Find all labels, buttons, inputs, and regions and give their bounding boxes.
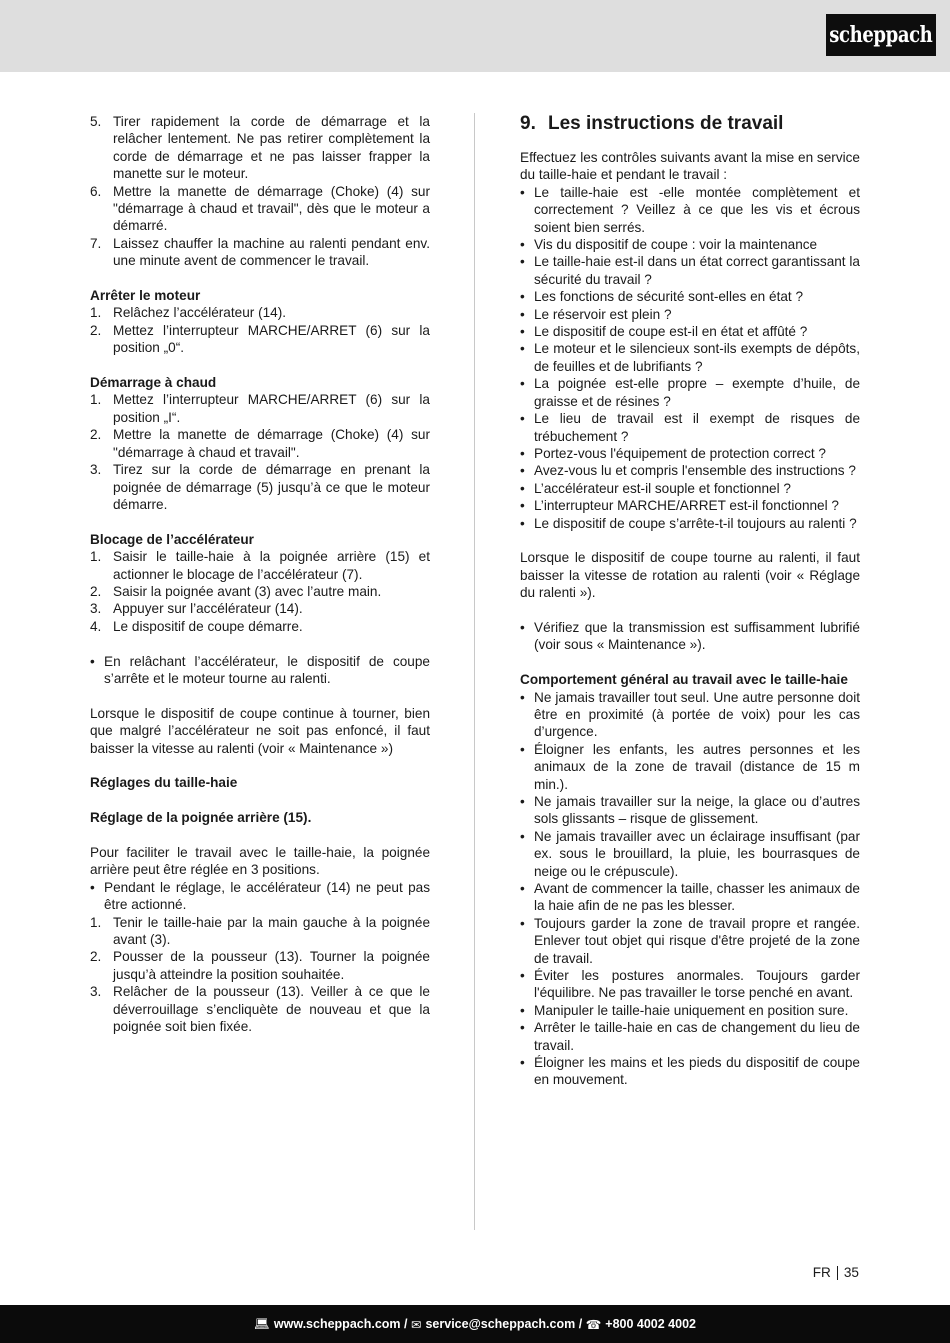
idle-paragraph: Lorsque le dispositif de coupe tourne au ralenti, il faut baisser la vitesse de rotation au ralenti (voir « Réglage du ralenti »).: [520, 550, 860, 601]
step-text: Mettez l’interrupteur MARCHE/ARRET (6) sur la position „0“.: [113, 322, 430, 356]
bullet-text: Le dispositif de coupe est-il en état et affûté ?: [534, 324, 808, 340]
bullet-item: [520, 288, 860, 305]
numbered-step: [90, 235, 430, 270]
settings-heading: Réglages du taille-haie: [90, 775, 238, 791]
scheppach-logo: scheppach: [826, 14, 936, 56]
bullet-text: Éloigner les enfants, les autres personnes et les animaux de la zone de travail (distance de 15 m min.).: [534, 741, 860, 792]
footer-phone: +800 4002 4002: [605, 1317, 696, 1331]
step-text: Tenir le taille-haie par la main gauche à la poignée avant (3).: [113, 914, 430, 947]
bullet-item: [520, 515, 860, 532]
bullet-marker: •: [520, 881, 525, 897]
bullet-item: [520, 410, 860, 445]
bullet-marker: •: [520, 480, 525, 496]
bullet-item: [520, 323, 860, 340]
section-number: 9.: [520, 113, 536, 134]
numbered-step: [90, 583, 430, 600]
bullet-item: [520, 253, 860, 288]
bullet-text: Éloigner les mains et les pieds du dispositif de coupe en mouvement.: [534, 1055, 860, 1088]
footer-separator-1: /: [404, 1317, 408, 1331]
numbered-step: [90, 983, 430, 1035]
behavior-list: [520, 689, 860, 1089]
bullet-marker: •: [520, 1020, 525, 1036]
bullet-item: [520, 340, 860, 375]
bullet-text: Le moteur et le silencieux sont-ils exempts de dépôts, de feuilles et de lubrifiants ?: [534, 341, 860, 374]
bullet-text: Le réservoir est plein ?: [534, 306, 672, 322]
rear-handle-heading: Réglage de la poignée arrière (15).: [90, 810, 312, 826]
throttle-release-bullet: • En relâchant l’accélérateur, le dispositif de coupe s’arrête et le moteur tourne au ralenti.: [90, 653, 430, 686]
numbered-step: [90, 322, 430, 357]
bullet-text: Le taille-haie est -elle montée complètement et correctement ? Veillez à ce que les vis et écrous soient bien serrés.: [534, 184, 860, 235]
checks-list: [520, 184, 860, 532]
stop-engine-heading: Arrêter le moteur: [90, 288, 201, 304]
bullet-text: Éviter les postures anormales. Toujours garder l'équilibre. Ne pas travailler le torse penché en avant.: [534, 968, 860, 1001]
step-number: 6.: [90, 183, 102, 199]
bullet-text: Avez-vous lu et compris l'ensemble des instructions ?: [534, 463, 856, 479]
bullet-text: L’accélérateur est-il souple et fonctionnel ?: [534, 480, 791, 496]
step-text: Laissez chauffer la machine au ralenti pendant env. une minute avent de commencer le travail.: [113, 235, 430, 269]
checks-intro: Effectuez les contrôles suivants avant la mise en service du taille-haie et pendant le travail :: [520, 150, 860, 183]
bullet-text: Le taille-haie est-il dans un état correct garantissant la sécurité du travail ?: [534, 254, 860, 287]
bullet-text: Arrêter le taille-haie en cas de changement du lieu de travail.: [534, 1020, 860, 1053]
warm-start-steps-list: [90, 391, 430, 513]
step-text: Saisir le taille-haie à la poignée arrière (15) et actionner le blocage de l’accélérateur (7).: [113, 549, 430, 582]
bullet-item: [520, 967, 860, 1002]
page-language: FR: [812, 1265, 831, 1280]
numbered-step: [90, 548, 430, 583]
step-text: Le dispositif de coupe démarre.: [113, 618, 303, 634]
bullet-marker: •: [520, 515, 525, 531]
bullet-marker: •: [520, 915, 525, 931]
start-steps-list: [90, 113, 430, 270]
numbered-step: [90, 426, 430, 461]
bullet-text: Ne jamais travailler sur la neige, la glace ou d’autres sols glissants – risque de glissement.: [534, 793, 860, 827]
bullet-item: [520, 236, 860, 253]
numbered-step: [90, 183, 430, 235]
bullet-marker: •: [520, 254, 525, 270]
numbered-step: [90, 113, 430, 183]
bullet-text: Vis du dispositif de coupe : voir la maintenance: [534, 237, 818, 253]
bullet-marker: •: [520, 1055, 525, 1071]
footer-website[interactable]: www.scheppach.com: [273, 1317, 401, 1331]
step-number: 3.: [90, 601, 102, 617]
lubrication-bullet: • Vérifiez que la transmission est suffisamment lubrifié (voir sous « Maintenance »).: [520, 619, 860, 653]
step-number: 2.: [90, 322, 102, 338]
footer-separator-2: /: [578, 1317, 583, 1331]
bullet-item: [520, 793, 860, 828]
page-number-separator: [837, 1266, 838, 1280]
step-text: Mettre la manette de démarrage (Choke) (4) sur "démarrage à chaud et travail", dès que le moteur a démarré.: [113, 183, 430, 234]
step-text: Tirer rapidement la corde de démarrage et la relâcher lentement. Ne pas retirer complètement la corde de démarrage et ne pas laisser frapper la manette sur le moteur.: [113, 114, 430, 182]
bullet-marker: •: [520, 828, 525, 844]
bullet-marker: •: [520, 411, 525, 427]
numbered-step: [90, 304, 430, 321]
bullet-item: [520, 306, 860, 323]
bullet-text: Le dispositif de coupe s’arrête-t-il toujours au ralenti ?: [534, 515, 857, 531]
throttle-lock-steps-list: [90, 548, 430, 635]
bullet-marker: •: [520, 793, 525, 809]
bullet-item: [520, 445, 860, 462]
bullet-marker: •: [520, 689, 525, 705]
section-title-text: Les instructions de travail: [548, 113, 784, 134]
page-number: [813, 1265, 859, 1280]
step-number: 1.: [90, 549, 102, 565]
left-column: [90, 113, 430, 1035]
bullet-marker: •: [520, 376, 525, 392]
numbered-step: [90, 600, 430, 617]
step-number: 1.: [90, 305, 102, 321]
bullet-marker: •: [520, 1002, 525, 1018]
rear-handle-steps-list: [90, 914, 430, 1036]
right-column: [520, 113, 860, 1089]
bullet-marker: •: [520, 184, 525, 200]
step-text: Mettre la manette de démarrage (Choke) (4) sur "démarrage à chaud et travail".: [113, 427, 430, 460]
bullet-item: [520, 915, 860, 967]
cutter-continues-paragraph: Lorsque le dispositif de coupe continue à tourner, bien que malgré l’accélérateur ne soit pas enfoncé, il faut baisser la vitesse au ralenti (voir « Maintenance »): [90, 705, 430, 756]
bullet-item: [520, 689, 860, 741]
rear-handle-bullet: • Pendant le réglage, le accélérateur (14) ne peut pas être actionné.: [90, 879, 430, 913]
bullet-text: La poignée est-elle propre – exempte d’huile, de graisse et de résines ?: [534, 376, 860, 409]
bullet-item: [520, 375, 860, 410]
bullet-item: [520, 1002, 860, 1019]
behavior-heading: Comportement général au travail avec le taille-haie: [520, 672, 848, 688]
step-number: 4.: [90, 618, 102, 634]
footer-email[interactable]: service@scheppach.com: [425, 1317, 576, 1331]
email-icon: ✉︎: [410, 1317, 422, 1332]
bullet-item: [520, 184, 860, 236]
bullet-item: [520, 1019, 860, 1054]
page-number-value: 35: [843, 1265, 859, 1280]
bullet-text: Manipuler le taille-haie uniquement en position sure.: [534, 1002, 849, 1018]
numbered-step: [90, 948, 430, 983]
step-text: Appuyer sur l’accélérateur (14).: [113, 601, 303, 617]
bullet-text: Ne jamais travailler tout seul. Une autre personne doit être en proximité (à portée de voix) pour les cas d’urgence.: [534, 689, 860, 740]
numbered-step: [90, 391, 430, 426]
step-number: 1.: [90, 392, 102, 408]
step-number: 5.: [90, 114, 102, 129]
bullet-item: [520, 880, 860, 915]
numbered-step: [90, 461, 430, 513]
page-footer: [0, 1305, 950, 1343]
stop-steps-list: [90, 304, 430, 356]
bullet-text: Avant de commencer la taille, chasser les animaux de la haie afin de ne pas les blesser.: [534, 881, 860, 914]
bullet-item: [520, 497, 860, 514]
rear-handle-paragraph: Pour faciliter le travail avec le taille-haie, la poignée arrière peut être réglée en 3 positions.: [90, 844, 430, 878]
numbered-step: [90, 914, 430, 949]
bullet-marker: •: [520, 968, 525, 984]
bullet-text: Toujours garder la zone de travail propre et rangée. Enlever tout objet qui risque d'être projeté de la zone de travail.: [534, 915, 860, 966]
bullet-marker: •: [520, 341, 525, 357]
bullet-item: [520, 741, 860, 793]
bullet-marker: •: [520, 445, 525, 461]
bullet-marker: •: [520, 741, 525, 757]
bullet-text: Ne jamais travailler avec un éclairage insuffisant (par ex. sous le brouillard, la pluie, les bourrasques de neige ou le crépuscule).: [534, 828, 860, 879]
step-text: Mettez l’interrupteur MARCHE/ARRET (6) sur la position „I“.: [113, 392, 430, 425]
page-header-bar: [0, 0, 950, 72]
step-number: 2.: [90, 427, 102, 443]
bullet-text: L’interrupteur MARCHE/ARRET est-il fonctionnel ?: [534, 498, 839, 514]
phone-icon: ☎︎: [585, 1317, 602, 1332]
bullet-marker: •: [520, 237, 525, 253]
step-text: Saisir la poignée avant (3) avec l’autre main.: [113, 583, 382, 599]
bullet-item: [520, 1054, 860, 1089]
column-divider: [474, 113, 475, 1230]
bullet-item: [520, 828, 860, 880]
computer-icon: 💻︎: [254, 1316, 270, 1331]
bullet-text: Les fonctions de sécurité sont-elles en état ?: [534, 289, 804, 305]
bullet-marker: •: [520, 289, 525, 305]
step-number: 2.: [90, 949, 102, 965]
warm-start-heading: Démarrage à chaud: [90, 375, 217, 391]
bullet-marker: •: [520, 498, 525, 514]
step-number: 1.: [90, 914, 102, 930]
step-text: Relâchez l’accélérateur (14).: [113, 305, 287, 321]
bullet-marker: •: [520, 306, 525, 322]
bullet-item: [520, 480, 860, 497]
bullet-item: [520, 462, 860, 479]
section-title: [520, 113, 860, 135]
step-text: Tirez sur la corde de démarrage en prenant la poignée de démarrage (5) jusqu’à ce que le moteur démarre.: [113, 462, 430, 512]
bullet-text: Le lieu de travail est il exempt de risques de trébuchement ?: [534, 411, 860, 444]
step-number: 3.: [90, 984, 102, 1000]
bullet-marker: •: [520, 463, 525, 479]
bullet-marker: •: [520, 324, 525, 340]
bullet-text: Portez-vous l'équipement de protection correct ?: [534, 445, 826, 461]
numbered-step: [90, 618, 430, 635]
step-text: Relâcher de la pousseur (13). Veiller à ce que le déverrouillage s’encliquète de nouveau et que la poignée soit bien fixée.: [113, 984, 430, 1034]
throttle-lock-heading: Blocage de l’accélérateur: [90, 531, 254, 547]
step-number: 3.: [90, 462, 102, 478]
step-number: 2.: [90, 583, 102, 599]
step-text: Pousser de la pousseur (13). Tourner la poignée jusqu’à atteindre la position souhaitée.: [113, 949, 430, 982]
step-number: 7.: [90, 235, 102, 251]
